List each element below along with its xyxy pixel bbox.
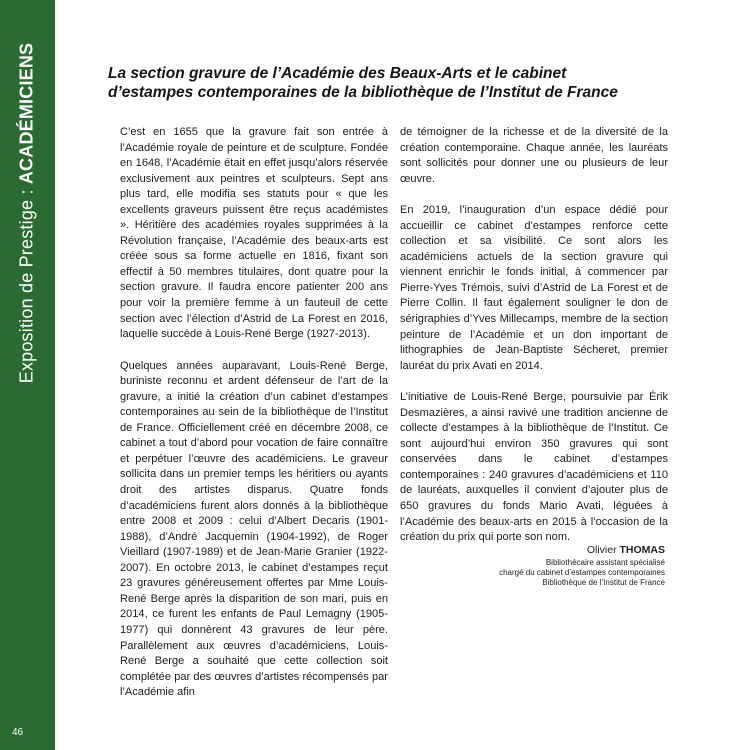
sidebar-title-regular: Exposition de Prestige : (16, 184, 37, 384)
author-surname: THOMAS (619, 544, 665, 556)
author-first-name: Olivier (586, 544, 620, 556)
author-role-line-3: Bibliothèque de l’Institut de France (542, 578, 665, 587)
page-number: 46 (12, 727, 24, 738)
article-title-line-1: La section gravure de l’Académie des Beaux-Arts et le cabinet (108, 65, 567, 82)
author-name (420, 544, 665, 557)
sidebar-title-bold: ACADÉMICIENS (16, 42, 37, 185)
paragraph: de témoigner de la richesse et de la diversité de la création contemporaine. Chaque année, les lauréats sont sollicités pour donner une ou plusieurs de leur œuvre. (400, 126, 668, 185)
signature-block (420, 544, 665, 588)
paragraph: En 2019, l’inauguration d’un espace dédié pour accueillir ce cabinet d’estampes renforce cette collection et sa visibilité. Ce sont alors les académiciens actuels de la section gravure qui viennent enrichir le fonds initial, à commencer par Pierre-Yves Trémois, suivi d’Astrid de La Forest et de Pierre Collin. Il faut également souligner le don de sérigraphies d’Yves Millecamps, membre de la section peinture de l’Académie et un don important de lithographies de Jean-Baptiste Sécheret, premier lauréat du prix Avati en 2014. (400, 204, 668, 372)
article-title (108, 64, 708, 102)
author-role-line-2: chargé du cabinet d’estampes contemporaines (499, 568, 665, 577)
paragraph: C’est en 1655 que la gravure fait son entrée à l’Académie royale de peinture et de sculpture. Fondée en 1648, l’Académie était en effet jusqu’alors réservée exclusivement aux peintres et sculpteurs. Sept ans plus tard, elle modifia ses statuts pour « que les excellents graveurs puissent être reçus académistes ». Héritière des académies royales supprimées à la Révolution française, l’Académie des beaux-arts est créée sous sa forme actuelle en 1816, fixant son effectif à 50 membres titulaires, dont quatre pour la section gravure. Il faudra encore patienter 200 ans pour voir la première femme à un fauteuil de cette section avec l’élection d’Astrid de La Forest en 2016, laquelle succède à Louis-René Berge (1927-2013). (120, 126, 388, 341)
sidebar-title (17, 43, 38, 384)
article-title-line-2: d’estampes contemporaines de la bibliothèque de l’Institut de France (108, 84, 618, 101)
sidebar-band (0, 0, 55, 750)
left-column (120, 125, 388, 717)
author-role-line-1: Bibliothécaire assistant spécialisé (545, 558, 665, 567)
paragraph: Quelques années auparavant, Louis-René Berge, buriniste reconnu et ardent défenseur de l’art de la gravure, a initié la création d’un cabinet d’estampes contemporaines au sein de la bibliothèque de l’Institut de France. Officiellement créé en décembre 2008, ce cabinet a tout d’abord pour vocation de faire connaître et perpétuer l’œuvre des académiciens. Le graveur sollicita dans un premier temps les héritiers ou ayants droit des artistes disparus. Quatre fonds d’académiciens furent alors donnés à la bibliothèque entre 2008 et 2009 : celui d’Albert Decaris (1901-1988), d’André Jacquemin (1904-1992), de Roger Vieillard (1907-1989) et de Jean-Marie Granier (1922-2007). En octobre 2013, le cabinet d’estampes reçut 23 gravures généreusement offertes par Mme Louis-René Berge après la disparition de son mari, puis en 2014, ce furent les enfants de Paul Lemagny (1905-1977) qui donnèrent 43 gravures de leur père. Parallèlement aux œuvres d’académiciens, Louis-René Berge a souhaité que cette collection soit complétée par des œuvres d’artistes récompensés par l’Académie afin (120, 359, 388, 699)
right-column (400, 125, 668, 562)
paragraph: L’initiative de Louis-René Berge, poursuivie par Érik Desmazières, a ainsi ravivé une tradition ancienne de collecte d’estampes à la bibliothèque de l’Institut. Ce sont aujourd’hui environ 350 gravures qui sont conservées dans le cabinet d’estampes contemporaines : 240 gravures d’académiciens et 110 de lauréats, auxquelles il convient d’ajouter plus de 650 gravures du fonds Mario Avati, léguées à l’Académie des beaux-arts en 2015 à l’occasion de la création du prix qui porte son nom. (400, 391, 668, 544)
